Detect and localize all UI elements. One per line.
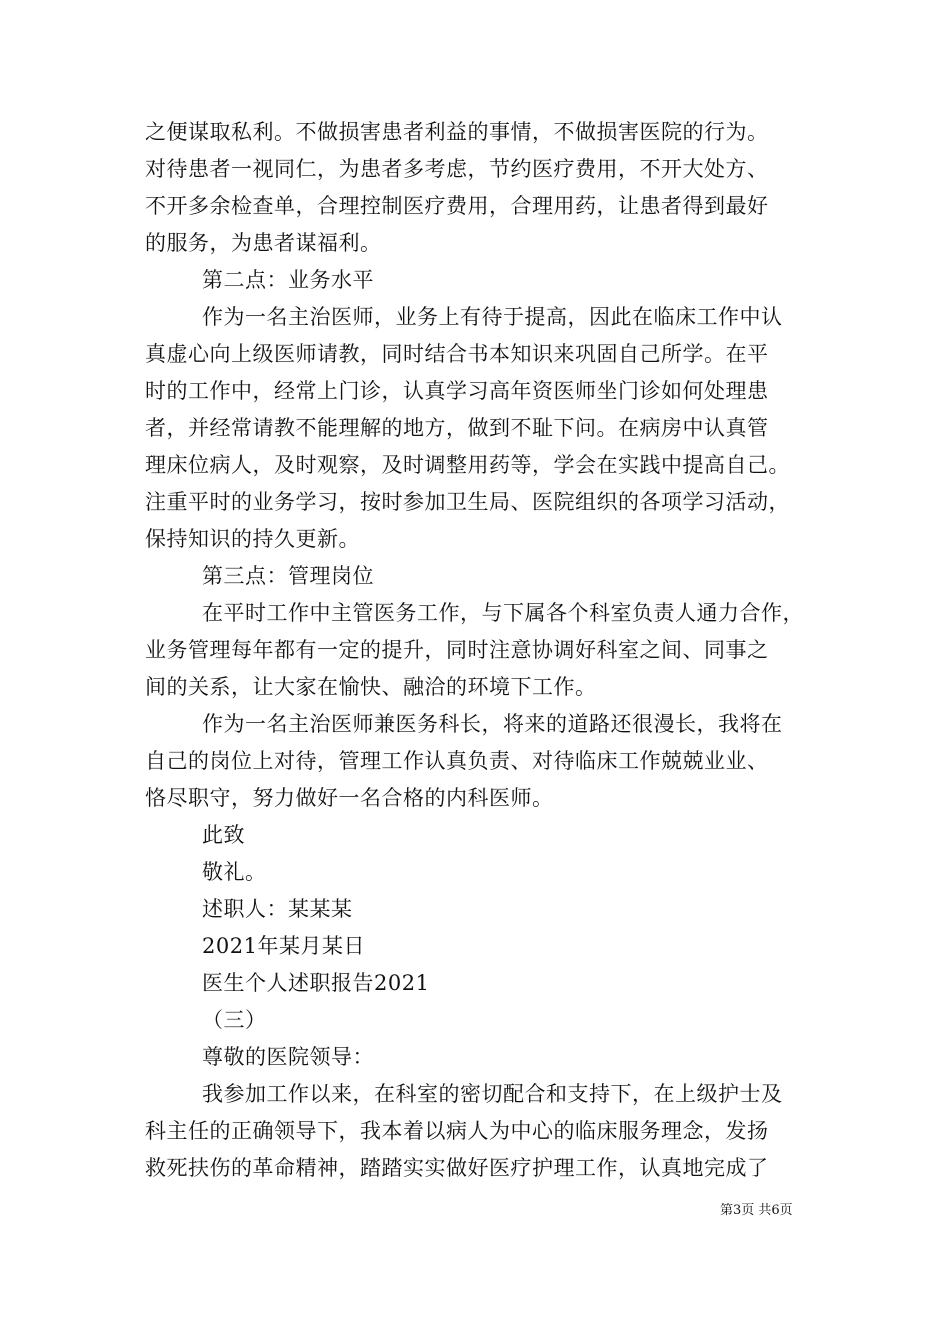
salutation: 尊敬的医院领导： xyxy=(202,1045,374,1069)
text-line: 业务管理每年都有一定的提升，同时注意协调好科室之间、同事之 xyxy=(145,638,769,662)
text-line: 间的关系，让大家在愉快、融洽的环境下工作。 xyxy=(145,675,597,699)
text-line: 自己的岗位上对待，管理工作认真负责、对待临床工作兢兢业业、 xyxy=(145,749,769,773)
text-line: 注重平时的业务学习，按时参加卫生局、医院组织的各项学习活动， xyxy=(145,490,790,514)
text-line: 科主任的正确领导下，我本着以病人为中心的临床服务理念，发扬 xyxy=(145,1119,769,1143)
text-line: 之便谋取私利。不做损害患者利益的事情，不做损害医院的行为。 xyxy=(145,120,769,144)
closing-line: 敬礼。 xyxy=(202,860,267,884)
section-heading: 第二点：业务水平 xyxy=(202,268,374,292)
text-line: 时的工作中，经常上门诊，认真学习高年资医师坐门诊如何处理患 xyxy=(145,379,769,403)
text-line: 作为一名主治医师兼医务科长，将来的道路还很漫长，我将在 xyxy=(202,712,783,736)
text-line: 对待患者一视同仁，为患者多考虑，节约医疗费用，不开大处方、 xyxy=(145,157,769,181)
text-line: 理床位病人，及时观察，及时调整用药等，学会在实践中提高自己。 xyxy=(145,453,790,477)
document-body xyxy=(145,114,825,1187)
report-title: 医生个人述职报告2021 xyxy=(202,971,430,995)
text-line: 救死扶伤的革命精神，踏踏实实做好医疗护理工作，认真地完成了 xyxy=(145,1156,769,1180)
signature-line: 述职人：某某某 xyxy=(202,897,353,921)
section-heading: 第三点：管理岗位 xyxy=(202,564,374,588)
closing-line: 此致 xyxy=(202,823,245,847)
text-line: 我参加工作以来，在科室的密切配合和支持下，在上级护士及 xyxy=(202,1082,783,1106)
text-line: 在平时工作中主管医务工作，与下属各个科室负责人通力合作， xyxy=(202,601,804,625)
report-subtitle: （三） xyxy=(202,1008,267,1032)
text-line: 者，并经常请教不能理解的地方，做到不耻下问。在病房中认真管 xyxy=(145,416,769,440)
text-line: 不开多余检查单，合理控制医疗费用，合理用药，让患者得到最好 xyxy=(145,194,769,218)
text-line: 的服务，为患者谋福利。 xyxy=(145,231,382,255)
text-line: 真虚心向上级医师请教，同时结合书本知识来巩固自己所学。在平 xyxy=(145,342,769,366)
date-line: 2021年某月某日 xyxy=(202,934,365,958)
text-line: 恪尽职守，努力做好一名合格的内科医师。 xyxy=(145,786,554,810)
text-line: 作为一名主治医师，业务上有待于提高，因此在临床工作中认 xyxy=(202,305,783,329)
page-number: 第3页 共6页 xyxy=(720,1203,793,1218)
text-line: 保持知识的持久更新。 xyxy=(145,527,360,551)
